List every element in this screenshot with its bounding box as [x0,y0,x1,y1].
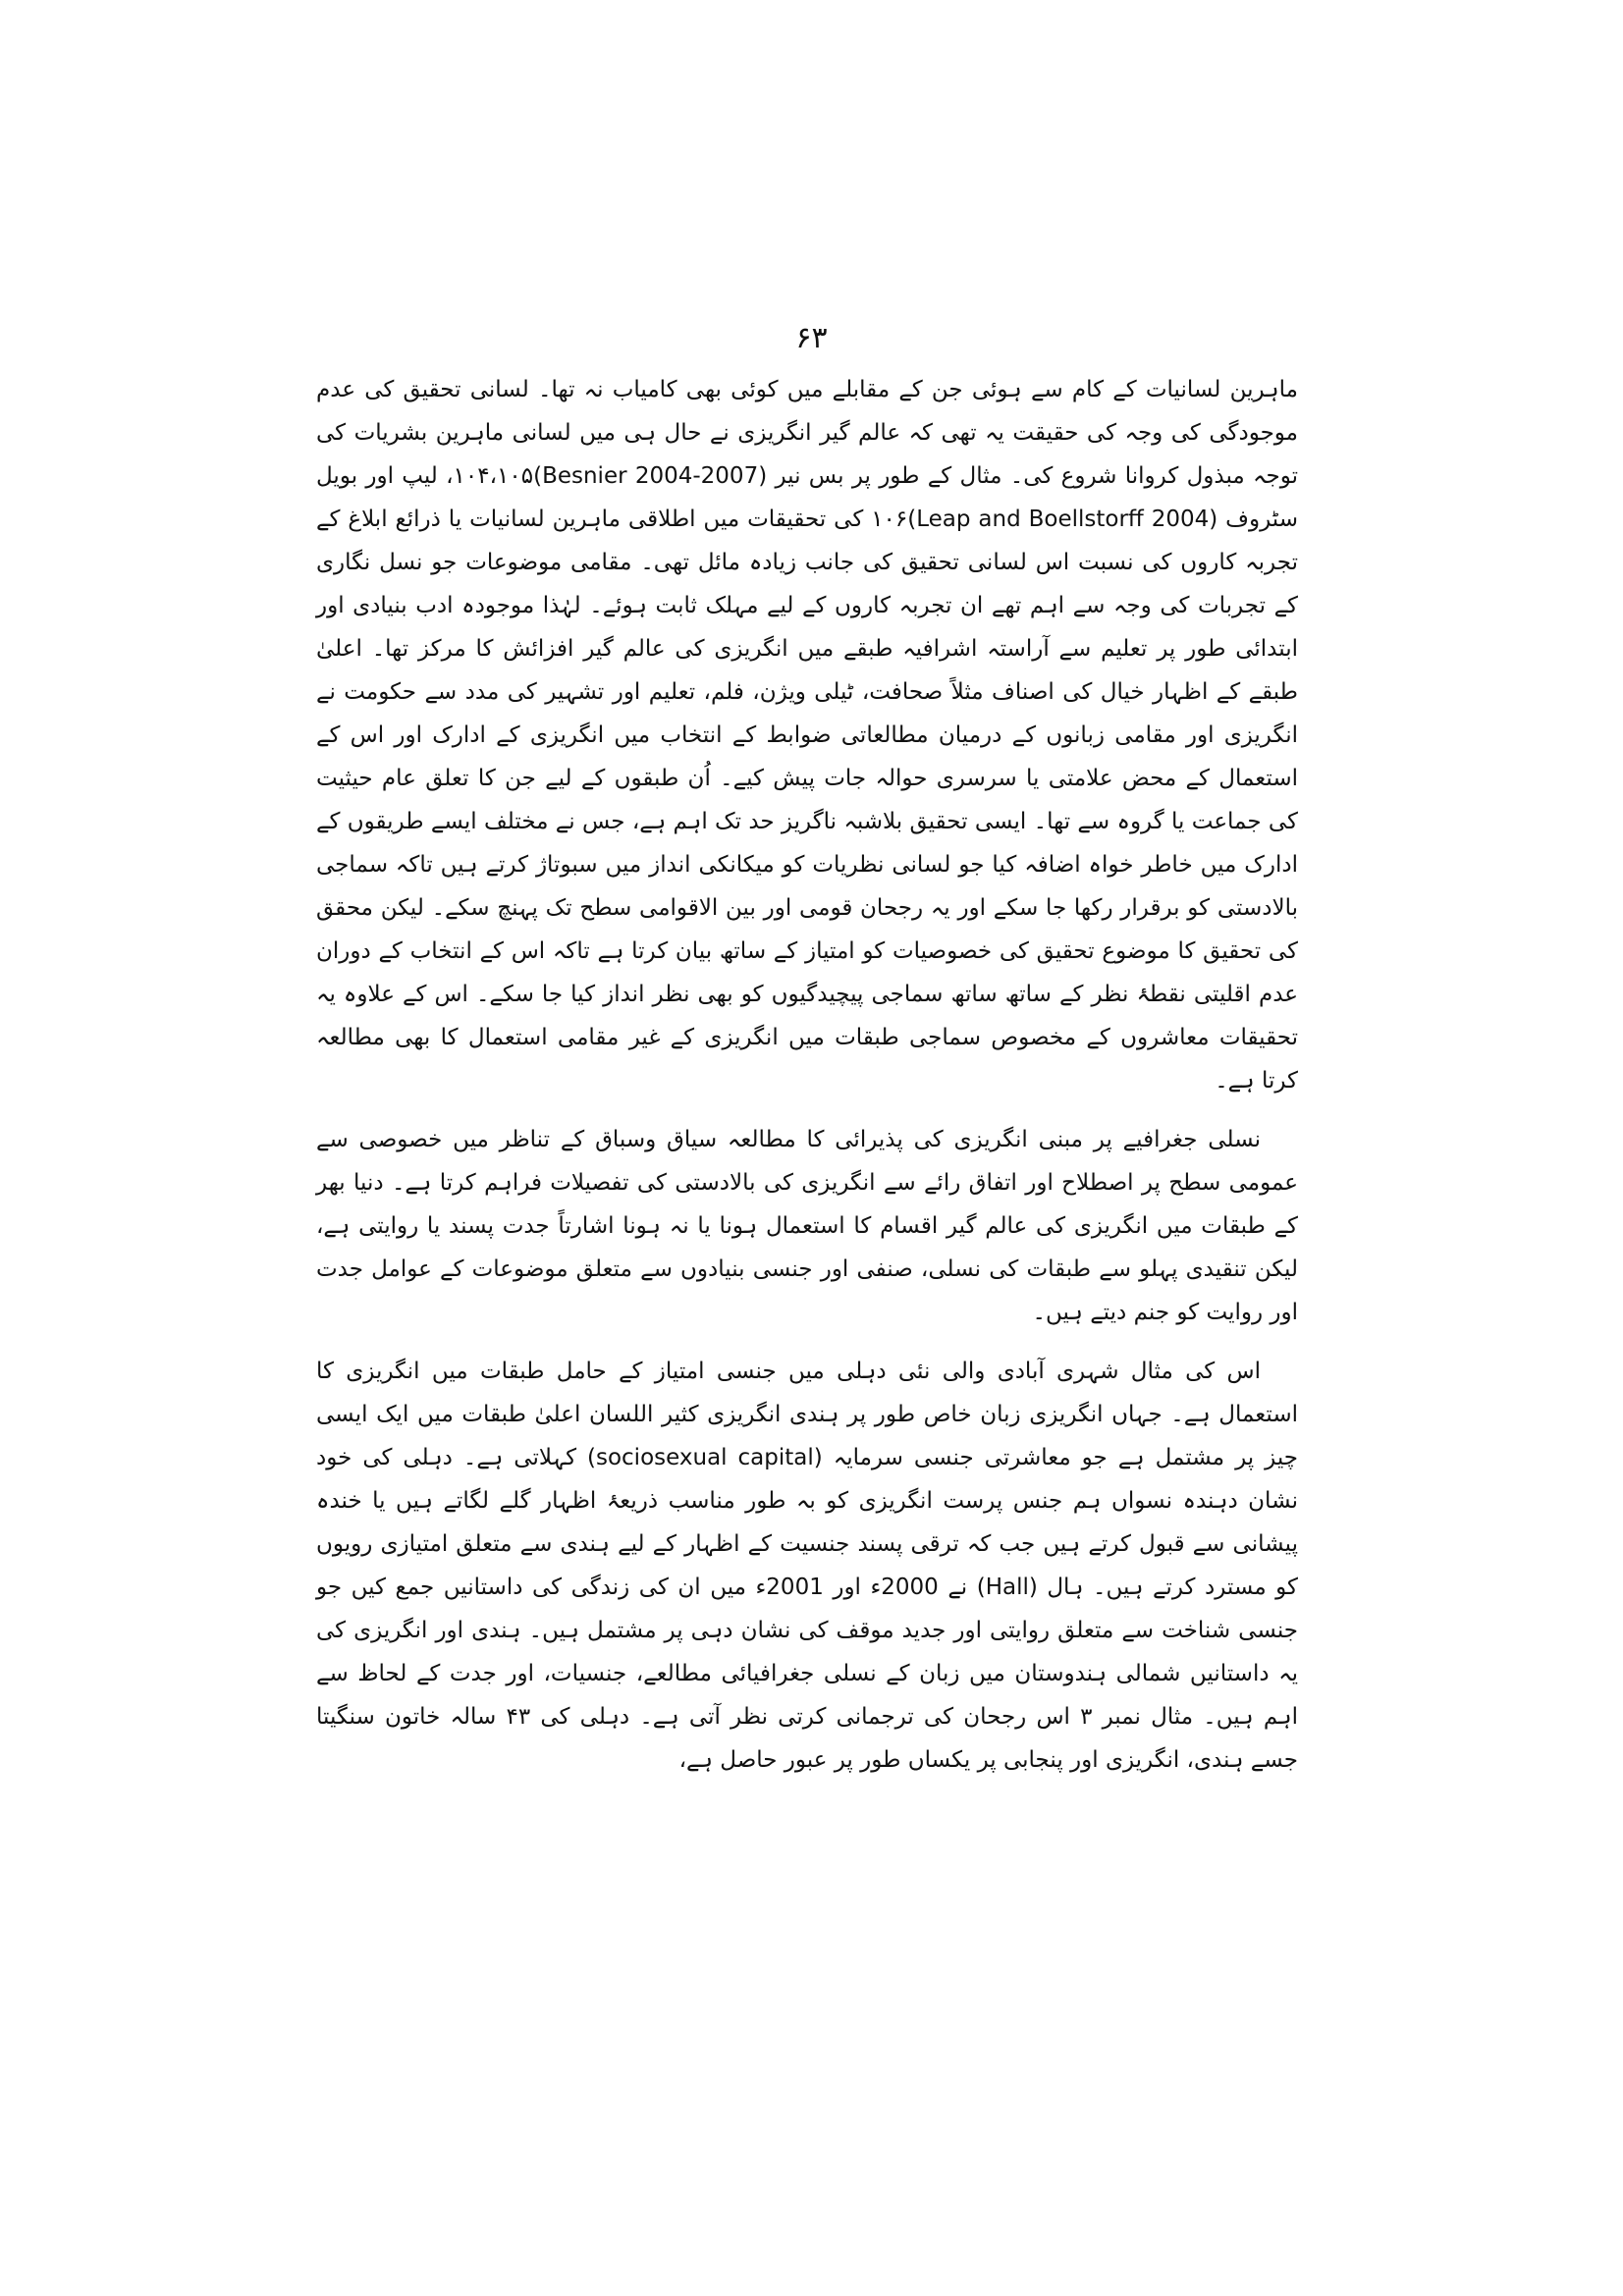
page-number: ۶۳ [795,321,828,355]
paragraph-1: ماہرین لسانیات کے کام سے ہوئی جن کے مقابلے میں کوئی بھی کامیاب نہ تھا۔ لسانی تحقیق کی عدم موجودگی کی وجہ کی حقیقت یہ تھی کہ عالم گیر انگریزی نے حال ہی میں لسانی ماہرین بشریات کی توجہ مبذول کروانا شروع کی۔ مثال کے طور پر بس نیر (Besnier 2004-2007)۱۰۴،۱۰۵، لیپ اور بویل سٹروف (Leap and Boellstorff 2004)۱۰۶ کی تحقیقات میں اطلاقی ماہرین لسانیات یا ذرائع ابلاغ کے تجربہ کاروں کی نسبت اس لسانی تحقیق کی جانب زیادہ مائل تھی۔ مقامی موضوعات جو نسل نگاری کے تجربات کی وجہ سے اہم تھے ان تجربہ کاروں کے لیے مہلک ثابت ہوئے۔ لہٰذا موجودہ ادب بنیادی اور ابتدائی طور پر تعلیم سے آراستہ اشرافیہ طبقے میں انگریزی کی عالم گیر افزائش کا مرکز تھا۔ اعلیٰ طبقے کے اظہار خیال کی اصناف مثلاً صحافت، ٹیلی ویژن، فلم، تعلیم اور تشہیر کی مدد سے حکومت نے انگریزی اور مقامی زبانوں کے درمیان مطالعاتی ضوابط کے انتخاب میں انگریزی کے ادارک اور اس کے استعمال کے محض علامتی یا سرسری حوالہ جات پیش کیے۔ اُن طبقوں کے لیے جن کا تعلق عام حیثیت کی جماعت یا گروہ سے تھا۔ ایسی تحقیق بلاشبہ ناگریز حد تک اہم ہے، جس نے مختلف ایسے طریقوں کے ادارک میں خاطر خواہ اضافہ کیا جو لسانی نظریات کو میکانکی انداز میں سبوتاژ کرتے ہیں تاکہ سماجی بالادستی کو برقرار رکھا جا سکے اور یہ رجحان قومی اور بین الاقوامی سطح تک پہنچ سکے۔ لیکن محقق کی تحقیق کا موضوع تحقیق کی خصوصیات کو امتیاز کے ساتھ بیان کرتا ہے تاکہ اس کے انتخاب کے دوران عدم اقلیتی نقطۂ نظر کے ساتھ ساتھ سماجی پیچیدگیوں کو بھی نظر انداز کیا جا سکے۔ اس کے علاوہ یہ تحقیقات معاشروں کے مخصوص سماجی طبقات میں انگریزی کے غیر مقامی استعمال کا بھی مطالعہ کرتا ہے۔ [316,377,1298,1094]
paragraph-3: اس کی مثال شہری آبادی والی نئی دہلی میں جنسی امتیاز کے حامل طبقات میں انگریزی کا استعمال ہے۔ جہاں انگریزی زبان خاص طور پر ہندی انگریزی کثیر اللسان اعلیٰ طبقات میں ایک ایسی چیز پر مشتمل ہے جو معاشرتی جنسی سرمایہ (sociosexual capital) کہلاتی ہے۔ دہلی کی خود نشان دہندہ نسواں ہم جنس پرست انگریزی کو بہ طور مناسب ذریعۂ اظہار گلے لگاتے ہیں یا خندہ پیشانی سے قبول کرتے ہیں جب کہ ترقی پسند جنسیت کے اظہار کے لیے ہندی سے متعلق امتیازی رویوں کو مسترد کرتے ہیں۔ ہال (Hall) نے 2000ء اور 2001ء میں ان کی زندگی کی داستانیں جمع کیں جو جنسی شناخت سے متعلق روایتی اور جدید موقف کی نشان دہی پر مشتمل ہیں۔ ہندی اور انگریزی کی یہ داستانیں شمالی ہندوستان میں زبان کے نسلی جغرافیائی مطالعے، جنسیات، اور جدت کے لحاظ سے اہم ہیں۔ مثال نمبر ۳ اس رجحان کی ترجمانی کرتی نظر آتی ہے۔ دہلی کی ۴۳ سالہ خاتون سنگیتا جسے ہندی، انگریزی اور پنجابی پر یکساں طور پر عبور حاصل ہے، [316,1359,1299,1773]
paragraph-2: نسلی جغرافیے پر مبنی انگریزی کی پذیرائی کا مطالعہ سیاق وسباق کے تناظر میں خصوصی سے عمومی سطح پر اصطلاح اور اتفاق رائے سے انگریزی کی بالادستی کی تفصیلات فراہم کرتا ہے۔ دنیا بھر کے طبقات میں انگریزی کی عالم گیر اقسام کا استعمال ہونا یا نہ ہونا اشارتاً جدت پسند یا روایتی ہے، لیکن تنقیدی پہلو سے طبقات کی نسلی، صنفی اور جنسی بنیادوں سے متعلق موضوعات کے عوامل جدت اور روایت کو جنم دیتے ہیں۔ [316,1127,1298,1325]
body-text [316,368,1298,1782]
